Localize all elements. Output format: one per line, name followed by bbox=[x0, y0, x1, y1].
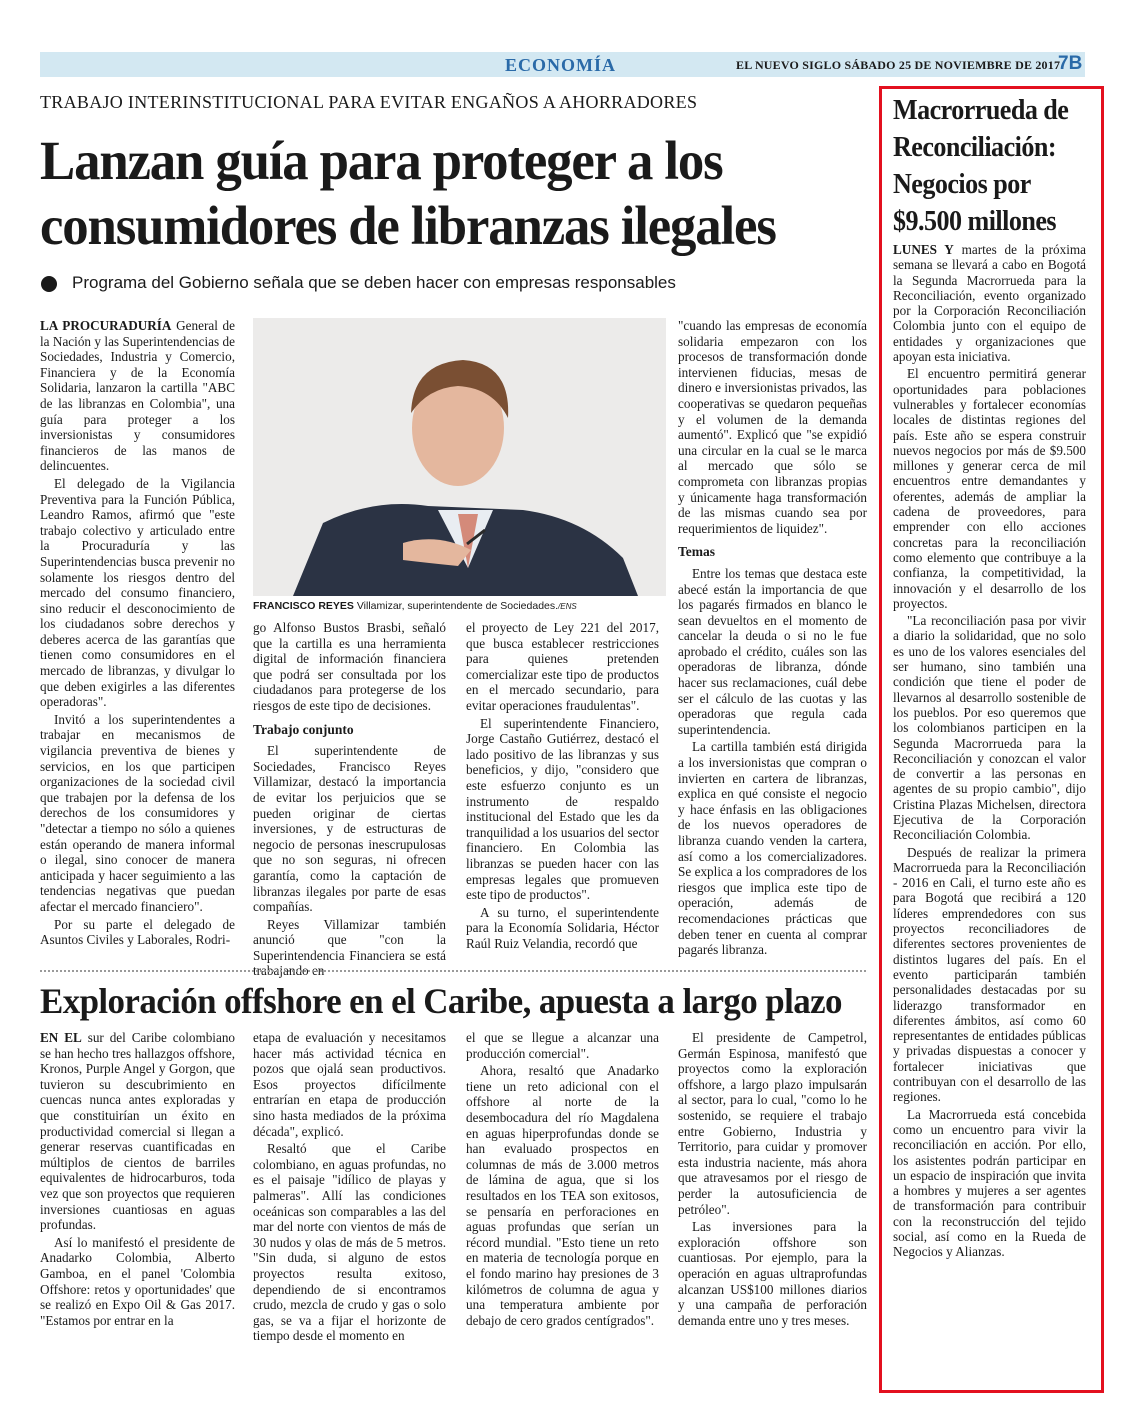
paragraph: Invitó a los superintendentes a trabajar en mecanismos de vigilancia preventiva de bienes y servicios, en los que participen organizaciones de la sociedad civil que trabajen por la defensa de los derechos de los consumidores y "detectar a tiempo no sólo a quienes están operando de manera informal o ilegal, sino conocer de manera anticipada y hacer seguimiento a las tendencias negativas que puedan afectar el mercado financiero". bbox=[40, 711, 235, 914]
second-article-column-1 bbox=[40, 1030, 235, 1330]
paragraph: etapa de evaluación y necesitamos hacer más actividad técnica en pozos que ojalá sean productivos. Esos proyectos difícilmente entrarían en etapa de producción sino hasta mediados de la próxima década", explicó. bbox=[253, 1030, 446, 1139]
paragraph: El encuentro permitirá generar oportunidades para poblaciones vulnerables y fortalecer economías locales de distintas regiones del país. Este año se espera construir nuevos negocios por más de $9.500 millones y generar cerca de mil encuentros entre demandantes y oferentes, además de ampliar la cadena de proveedores, para emprender con ello acciones concretas para la reconciliación como elemento que contribuye a la confianza, la competitividad, la innovación y el desarrollo de los proyectos. bbox=[893, 366, 1086, 611]
paragraph: El delegado de la Vigilancia Preventiva para la Función Pública, Leandro Ramos, afirmó que "este trabajo colectivo y articulado entre la Procuraduría y las Superintendencias busca prevenir no solamente los riesgos dentro del mercado del consumo financiero, sino reducir el desconocimiento de los ciudadanos sobre derechos y deberes acerca de las garantías que tienen como consumidores en el mercado de libranzas, y divulgar lo que deben exigirles a las diferentes operadoras". bbox=[40, 475, 235, 710]
photo-caption bbox=[253, 600, 577, 612]
article-kicker: TRABAJO INTERINSTITUCIONAL PARA EVITAR ENGAÑOS A AHORRADORES bbox=[40, 92, 698, 112]
sidebar-title: Macrorrueda de Reconciliación: Negocios por $9.500 millones bbox=[893, 94, 1069, 237]
article-divider bbox=[40, 970, 866, 972]
paragraph: martes de la próxima semana se llevará a cabo en Bogotá la Segunda Macrorrueda para la Reconciliación, evento organizado por la Corporación Reconciliación Colombia junto con el equipo de entidades y organizaciones que apoyan esta iniciativa. bbox=[893, 242, 1086, 365]
lead-in: LUNES Y bbox=[893, 242, 954, 257]
article-headline: Lanzan guía para proteger a los consumidores de libranzas ilegales bbox=[40, 130, 776, 256]
sidebar-body bbox=[893, 242, 1086, 1262]
caption-name: FRANCISCO REYES bbox=[253, 600, 354, 612]
paragraph: Por su parte el delegado de Asuntos Civiles y Laborales, Rodri- bbox=[40, 916, 235, 948]
paragraph: Resaltó que el Caribe colombiano, en aguas profundas, no es el paisaje "idílico de playas y palmeras". Allí las condiciones oceánicas son comparables a las del mar del norte con vientos de más de 30 nudos y olas de más de 5 metros. "Sin duda, si alguno de estos proyectos resulta exitoso, dependiendo de si encontramos crudo, mezcla de crudo y gas o solo gas, se va a fijar el horizonte de tiempo desde el momento en bbox=[253, 1141, 446, 1344]
paragraph: A su turno, el superintendente para la Economía Solidaria, Héctor Raúl Ruiz Velandia, recordó que bbox=[466, 904, 659, 951]
paragraph: Entre los temas que destaca este abecé están la importancia de que los pagarés firmados en blanco le sean devueltos en el momento de cancelar la deuda o si no le fue aprobado el crédito, cuáles son las operadoras de libranza, dónde hacer sus reclamaciones, cuál debe ser el cálculo de las cuotas y las operadoras que regula cada superintendencia. bbox=[678, 565, 867, 737]
article-subtitle: Programa del Gobierno señala que se deben hacer con empresas responsables bbox=[72, 273, 676, 292]
second-article-headline: Exploración offshore en el Caribe, apuesta a largo plazo bbox=[40, 981, 842, 1021]
second-article-column-2 bbox=[253, 1030, 446, 1346]
paragraph: "La reconciliación pasa por vivir a diario la solidaridad, que no solo es uno de los valores esenciales del ser humano, sino también una condición que tiene el poder de llevarnos al desarrollo sostenible de los pueblos. Por eso queremos que los colombianos participen en la Segunda Macrorrueda para la Reconciliación y conozcan el valor de convertir a las personas en agentes de su propio cambio", dijo Cristina Plazas Michelsen, directora Ejecutiva de la Corporación Reconciliación Colombia. bbox=[893, 613, 1086, 843]
portrait-image bbox=[253, 318, 666, 596]
paragraph: La cartilla también está dirigida a los inversionistas que compran o invierten en cartera de libranzas, explica en qué consiste el negocio y hace énfasis en las obligaciones de los nuevos operadores de libranza cuando venden la cartera, así como a los comercializadores. Se explica a los compradores de los riesgos que implica este tipo de operación, además de recomendaciones prácticas que deben tener en cuenta al comprar pagarés libranza. bbox=[678, 739, 867, 958]
article-column-1 bbox=[40, 318, 235, 950]
publication-dateline: EL NUEVO SIGLO SÁBADO 25 DE NOVIEMBRE DE 2017 bbox=[736, 58, 1061, 72]
bullet-icon bbox=[41, 276, 57, 292]
paragraph: El superintendente Financiero, Jorge Castaño Gutiérrez, destacó el lado positivo de las libranzas y sus beneficios, y dijo, "considero que este esfuerzo conjunto es un instrumento de respaldo institucional del Estado que les da tranquilidad a los usuarios del sector financiero. En Colombia las libranzas se pueden hacer con las empresas legales que promueven este tipo de productos". bbox=[466, 715, 660, 903]
lead-in: EN EL bbox=[40, 1030, 82, 1045]
paragraph: "cuando las empresas de economía solidaria empezaron con los procesos de transformación donde intervienen fiducias, mesas de dinero e inversionistas privados, las cooperativas se quedaron pequeñas y el volumen de la demanda aumentó". Explicó que "se expidió una circular en la cual se le marca al mercado que sólo se comprometa con libranzas propias y únicamente haga transformación de las mismas cuando sea por requerimientos de liquidez". bbox=[678, 318, 867, 536]
paragraph: sur del Caribe colombiano se han hecho tres hallazgos offshore, Kronos, Purple Angel y Gorgon, que tuvieron su descubrimiento en cuencas nunca antes exploradas y que constituirían un éxito en productividad comercial si llegan a generar reservas cuantificadas en múltiplos de cientos de barriles equivalentes de hidrocarburos, toda vez que son proyectos que requieren inversiones cuantiosas en aguas profundas. bbox=[40, 1030, 236, 1233]
paragraph: Después de realizar la primera Macrorrueda para la Reconciliación - 2016 en Cali, el turno este año es para Bogotá que recibirá a 120 líderes emprendedores con sus proyectos reconciliadores de diferentes sectores provenientes de distintos lugares del país. En el evento participarán también personalidades destacadas por su liderazgo transformador en diferentes ámbitos, así como 60 representantes de entidades públicas y privadas dispuestas a conocer y fortalecer iniciativas que contribuyan con el desarrollo de las regiones. bbox=[893, 844, 1086, 1105]
paragraph: Ahora, resaltó que Anadarko tiene un reto adicional con el offshore al norte de la desembocadura del río Magdalena en aguas hiperprofundas donde se han evaluado prospectos en columnas de más de 3.000 metros de lámina de agua, que si los resultados en los TEA son exitosos, se pensaría en perforaciones en aguas profundas que serían un récord mundial. "Esto tiene un reto en materia de tecnología porque en el fondo marino hay presiones de 3 kilómetros de columna de agua y una temperatura ambiente por debajo de cero grados centígrados". bbox=[466, 1063, 659, 1328]
subheading: Temas bbox=[678, 544, 716, 560]
paragraph: Reyes Villamizar también anunció que "con la Superintendencia Financiera se está trabajando en bbox=[253, 916, 446, 979]
paragraph: Las inversiones para la exploración offshore son cuantiosas. Por ejemplo, para la operación en aguas ultraprofundas alcanzan US$100 millones diarios y una campaña de perforación demanda entre uno y tres meses. bbox=[678, 1219, 867, 1328]
paragraph: go Alfonso Bustos Brasbi, señaló que la cartilla es una herramienta digital de información financiera que podrá ser consultada por los ciudadanos para protegerse de los riesgos de este tipo de decisiones. bbox=[253, 620, 446, 713]
paragraph: El superintendente de Sociedades, Francisco Reyes Villamizar, destacó la importancia de evitar los perjuicios que se pueden originar de ciertas inversiones, y de estructuras de negocio de personas inescrupulosas que no son seguras, ni ofrecen garantía, como la captación de libranzas ilegales por parte de esas compañías. bbox=[253, 743, 446, 915]
caption-text: Villamizar, superintendente de Sociedades. bbox=[353, 600, 559, 612]
paragraph: Así lo manifestó el presidente de Anadarko Colombia, Alberto Gamboa, en el panel 'Colombia Offshore: retos y oportunidades' que se realizó en Expo Oil & Gas 2017. "Estamos por entrar en la bbox=[40, 1234, 235, 1328]
article-column-3 bbox=[466, 620, 659, 953]
paragraph: el proyecto de Ley 221 del 2017, que busca establecer restricciones para quienes pretenden comercializar este tipo de productos en el mercado secundario, para evitar operaciones fraudulentas". bbox=[466, 620, 659, 713]
second-article-column-4 bbox=[678, 1030, 867, 1330]
section-name: ECONOMÍA bbox=[505, 55, 616, 75]
paragraph: El presidente de Campetrol, Germán Espinosa, manifestó que proyectos como la exploración offshore, a largo plazo impulsarán al sector, para lo cual, "como lo he sostenido, se requiere el trabajo entre Gobierno, Industria y Territorio, para cuidar y promover esta industria naciente, más ahora que atravesamos por el riesgo de perder la autosuficiencia de petróleo". bbox=[678, 1030, 867, 1217]
article-column-4 bbox=[678, 318, 867, 960]
article-photo bbox=[253, 318, 666, 596]
paragraph: el que se llegue a alcanzar una producción comercial". bbox=[466, 1030, 659, 1061]
paragraph: General de la Nación y las Superintendencias de Sociedades, Industria y Comercio, Financiera y de la Economía Solidaria, lanzaron la cartilla "ABC de las libranzas en Colombia", una guía para proteger a los inversionistas y consumidores financieros de las manos de delincuentes. bbox=[40, 318, 235, 474]
page-number: 7B bbox=[1058, 53, 1083, 74]
article-column-2 bbox=[253, 620, 446, 981]
caption-credit: /ENS bbox=[558, 602, 577, 611]
second-article-column-3 bbox=[466, 1030, 659, 1330]
paragraph: La Macrorrueda está concebida como un encuentro para vivir la reconciliación en acción. Por ello, los asistentes podrán participar en un espacio de inspiración que invita a hombres y mujeres a ser agentes de transformación para contribuir con la reconstrucción del tejido social, así como en la Rueda de Negocios y Alianzas. bbox=[893, 1106, 1086, 1260]
lead-in: LA PROCURADURÍA bbox=[40, 318, 172, 333]
subheading: Trabajo conjunto bbox=[253, 721, 354, 737]
